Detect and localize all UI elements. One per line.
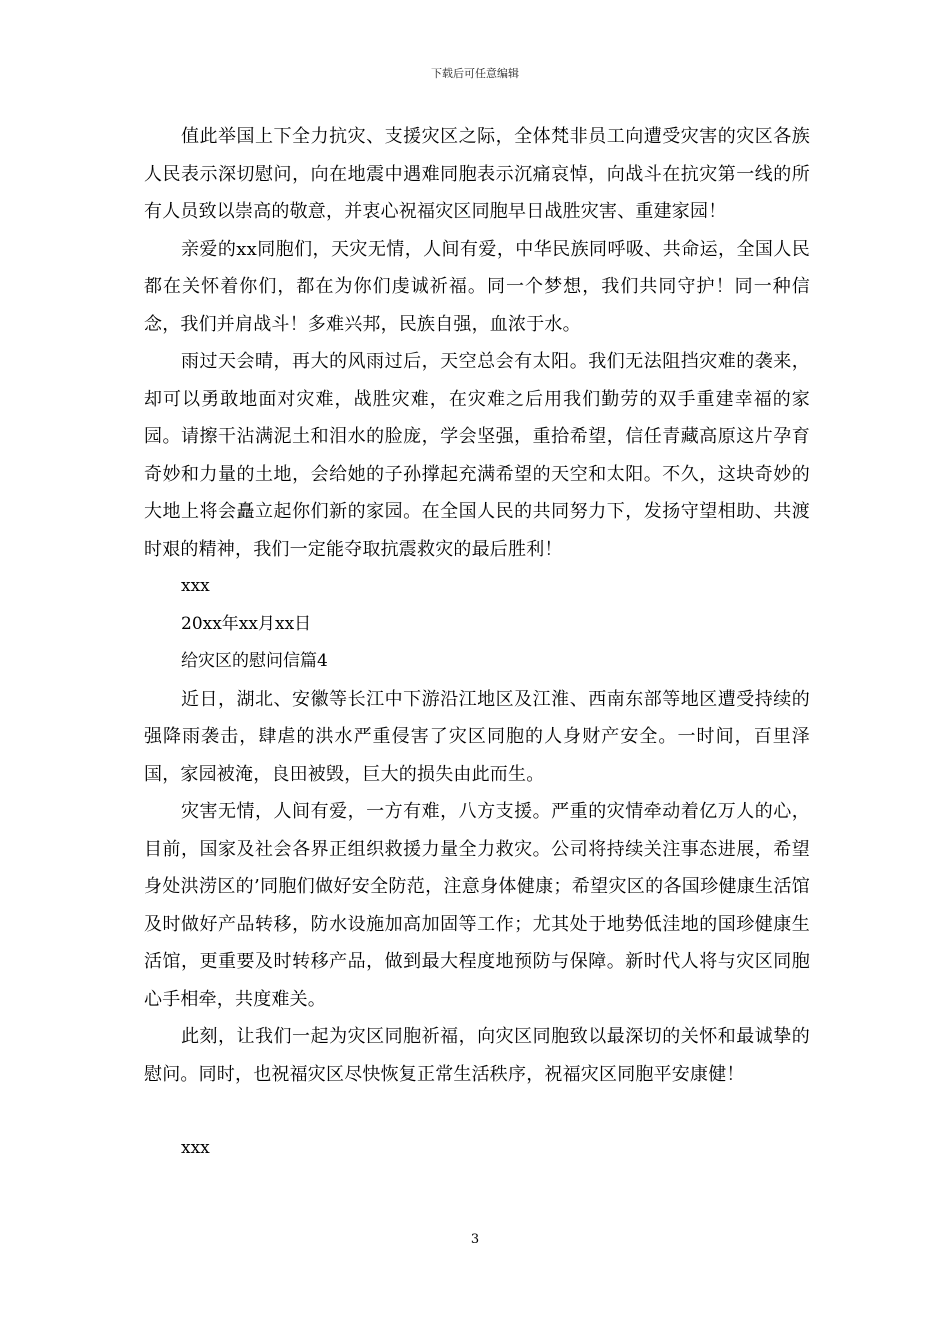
paragraph-compatriots: 亲爱的xx同胞们，天灾无情，人间有爱，中华民族同呼吸、共命运，全国人民都在关怀着你们，都在为你们虔诚祈福。同一个梦想，我们共同守护！同一种信念，我们并肩战斗！多难兴邦，民族自强，血浓于水。	[144, 238, 810, 335]
spacer	[144, 1093, 810, 1130]
document-body	[144, 118, 810, 1168]
paragraph-flood: 近日，湖北、安徽等长江中下游沿江地区及江淮、西南东部等地区遭受持续的强降雨袭击，肆虐的洪水严重侵害了灾区同胞的人身财产安全。一时间，百里泽国，家园被淹，良田被毁，巨大的损失由此而生。	[144, 688, 810, 785]
page-number: 3	[470, 1232, 480, 1247]
page-header: 下载后可任意编辑	[431, 67, 519, 80]
section-title: 给灾区的慰问信篇4	[181, 651, 328, 671]
paragraph-support: 灾害无情，人间有爱，一方有难，八方支援。严重的灾情牵动着亿万人的心，目前，国家及社会各界正组织救援力量全力救灾。公司将持续关注事态进展，希望身处洪涝区的’同胞们做好安全防范，注意身体健康；希望灾区的各国珍健康生活馆及时做好产品转移，防水设施加高加固等工作；尤其处于地势低洼地的国珍健康生活馆，更重要及时转移产品，做到最大程度地预防与保障。新时代人将与灾区同胞心手相牵，共度难关。	[144, 801, 810, 1010]
date-line: 20xx年xx月xx日	[181, 613, 312, 634]
paragraph-blessing: 此刻，让我们一起为灾区同胞祈福，向灾区同胞致以最深切的关怀和最诚挚的慰问。同时，也祝福灾区尽快恢复正常生活秩序，祝福灾区同胞平安康健！	[144, 1026, 810, 1085]
paragraph-rebuild: 雨过天会晴，再大的风雨过后，天空总会有太阳。我们无法阻挡灾难的袭来，却可以勇敢地面对灾难，战胜灾难，在灾难之后用我们勤劳的双手重建幸福的家园。请擦干沾满泥土和泪水的脸庞，学会坚强，重拾希望，信任青藏高原这片孕育奇妙和力量的土地，会给她的子孙撑起充满希望的天空和太阳。不久，这块奇妙的大地上将会矗立起你们新的家园。在全国人民的共同努力下，发扬守望相助、共渡时艰的精神，我们一定能夺取抗震救灾的最后胜利！	[144, 351, 810, 560]
signature-2: xxx	[181, 1138, 210, 1158]
signature: xxx	[181, 576, 210, 596]
paragraph-condolence: 值此举国上下全力抗灾、支援灾区之际，全体梵非员工向遭受灾害的灾区各族人民表示深切慰问，向在地震中遇难同胞表示沉痛哀悼，向战斗在抗灾第一线的所有人员致以崇高的敬意，并衷心祝福灾区同胞早日战胜灾害、重建家园！	[144, 126, 810, 222]
